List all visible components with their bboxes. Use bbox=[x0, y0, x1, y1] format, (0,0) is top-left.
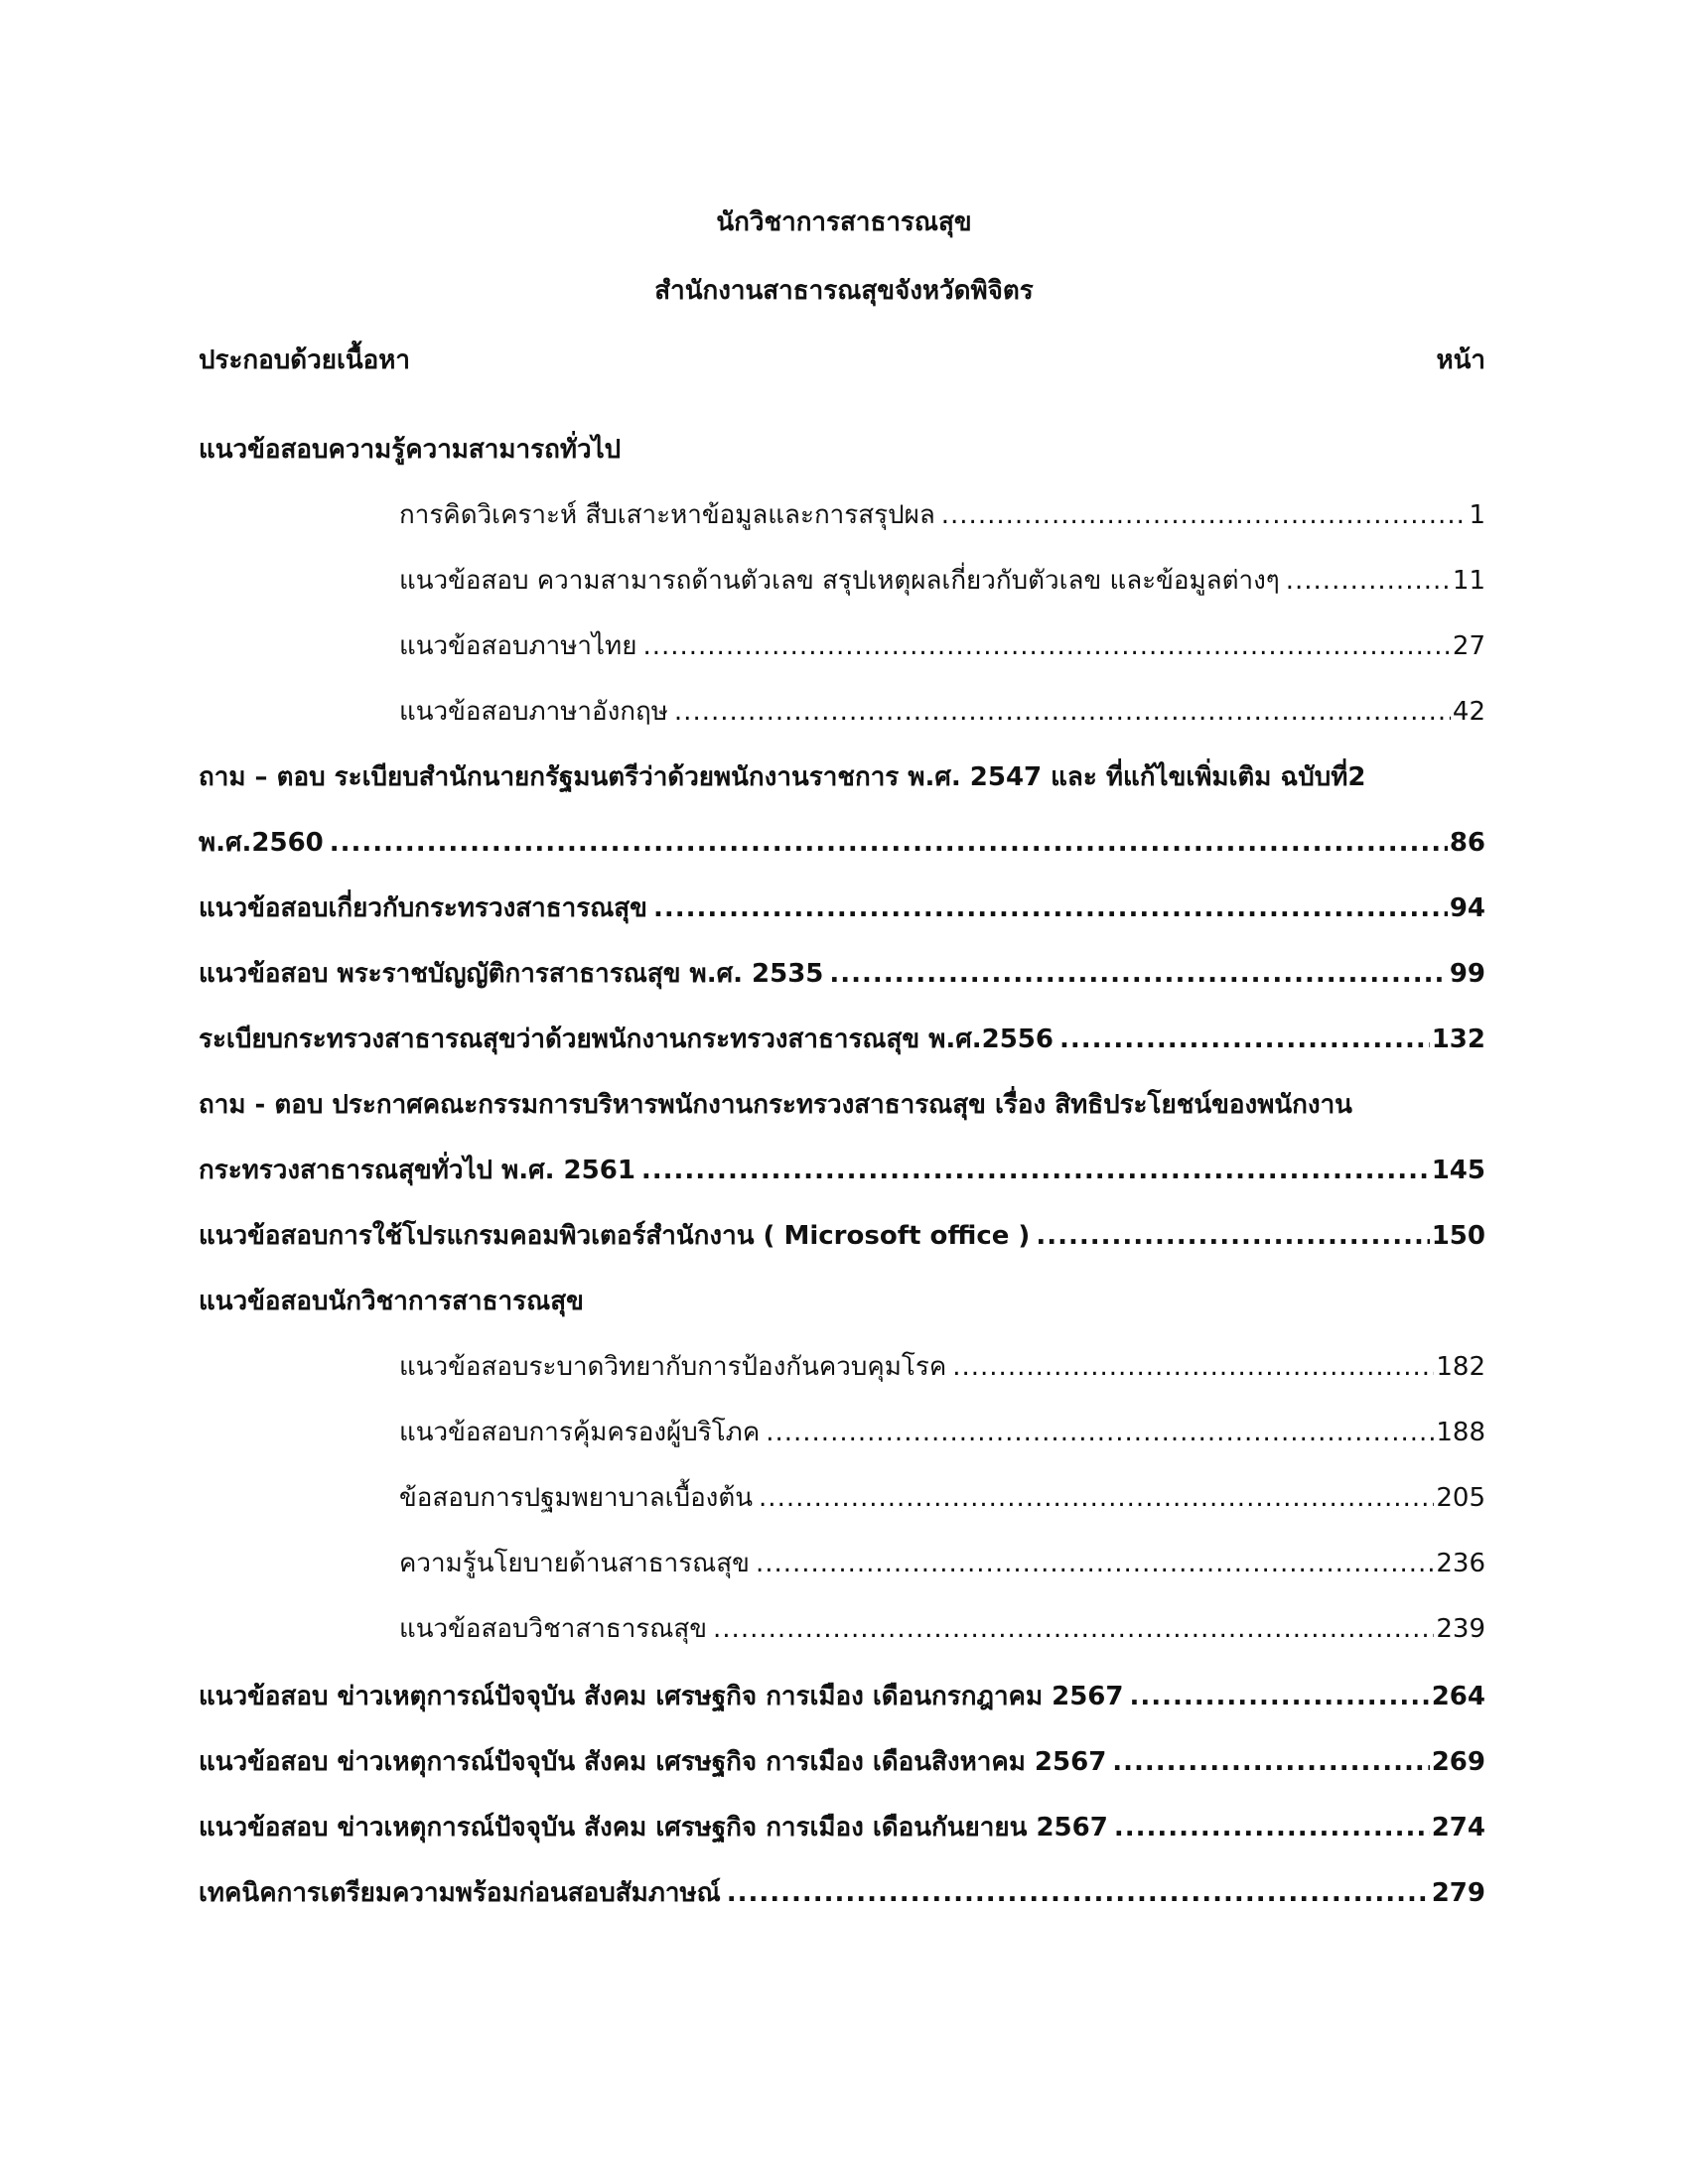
dot-leader bbox=[829, 957, 1447, 991]
toc-page-number: 182 bbox=[1436, 1352, 1485, 1382]
dot-leader bbox=[1112, 1745, 1429, 1779]
document-title: นักวิชาการสาธารณสุข bbox=[716, 207, 972, 237]
toc-page-number: 279 bbox=[1431, 1878, 1485, 1908]
dot-leader bbox=[1130, 1680, 1430, 1713]
toc-page-number: 132 bbox=[1431, 1024, 1485, 1054]
toc-entry-label: ระเบียบกระทรวงสาธารณสุขว่าด้วยพนักงานกระทรวงสาธารณสุข พ.ศ.2556 bbox=[199, 1024, 1054, 1054]
toc-entry bbox=[199, 1739, 1485, 1779]
toc-section-heading bbox=[199, 1082, 1485, 1122]
toc-section-heading bbox=[199, 1279, 1485, 1318]
toc-entry bbox=[199, 820, 1485, 860]
toc-page-number: 11 bbox=[1452, 566, 1485, 596]
toc-entry-label: ความรู้นโยบายด้านสาธารณสุข bbox=[399, 1549, 750, 1578]
toc-page-number: 274 bbox=[1431, 1813, 1485, 1843]
toc-entry-label: แนวข้อสอบ ความสามารถด้านตัวเลข สรุปเหตุผลเกี่ยวกับตัวเลข และข้อมูลต่างๆ bbox=[399, 566, 1280, 596]
dot-leader bbox=[653, 891, 1448, 925]
dot-leader bbox=[642, 629, 1450, 663]
toc-page-number: 94 bbox=[1449, 893, 1485, 923]
toc-entry bbox=[199, 1870, 1485, 1910]
toc-entry-label: แนวข้อสอบการใช้โปรแกรมคอมพิวเตอร์สำนักงาน ( Microsoft office ) bbox=[199, 1221, 1031, 1251]
toc-entry bbox=[399, 1344, 1485, 1384]
dot-leader bbox=[1286, 564, 1451, 598]
dot-leader bbox=[713, 1612, 1434, 1646]
toc-entry-label: แนวข้อสอบเกี่ยวกับกระทรวงสาธารณสุข bbox=[199, 893, 647, 923]
dot-leader bbox=[756, 1547, 1434, 1580]
toc-entry-label: แนวข้อสอบความรู้ความสามารถทั่วไป bbox=[199, 435, 622, 465]
toc-entry-label: การคิดวิเคราะห์ สืบเสาะหาข้อมูลและการสรุปผล bbox=[399, 500, 935, 530]
toc-entry-label: แนวข้อสอบระบาดวิทยากับการป้องกันควบคุมโรค bbox=[399, 1352, 947, 1382]
dot-leader bbox=[941, 498, 1468, 532]
toc-page-number: 269 bbox=[1431, 1747, 1485, 1777]
dot-leader bbox=[952, 1350, 1434, 1384]
toc-entry-label: แนวข้อสอบ ข่าวเหตุการณ์ปัจจุบัน สังคม เศรษฐกิจ การเมือง เดือนกันยายน 2567 bbox=[199, 1813, 1108, 1843]
toc-entry bbox=[399, 1541, 1485, 1580]
toc-entry bbox=[199, 1674, 1485, 1713]
toc-entry bbox=[399, 1410, 1485, 1449]
toc-section-heading bbox=[199, 754, 1485, 794]
dot-leader bbox=[641, 1154, 1430, 1187]
toc-entry bbox=[399, 1606, 1485, 1646]
toc-entry-label: ข้อสอบการปฐมพยาบาลเบื้องต้น bbox=[399, 1483, 754, 1513]
toc-entry-label: แนวข้อสอบ ข่าวเหตุการณ์ปัจจุบัน สังคม เศรษฐกิจ การเมือง เดือนกรกฎาคม 2567 bbox=[199, 1682, 1124, 1711]
toc-section-heading bbox=[199, 427, 1485, 467]
toc-entry-label: แนวข้อสอบการคุ้มครองผู้บริโภค bbox=[399, 1418, 761, 1447]
toc-entry-label: ถาม – ตอบ ระเบียบสำนักนายกรัฐมนตรีว่าด้วยพนักงานราชการ พ.ศ. 2547 และ ที่แก้ไขเพิ่มเติม ฉบับที่2 bbox=[199, 762, 1366, 792]
toc-entry bbox=[399, 623, 1485, 663]
dot-leader bbox=[766, 1416, 1434, 1449]
dot-leader bbox=[759, 1481, 1434, 1515]
toc-entry-label: แนวข้อสอบ พระราชบัญญัติการสาธารณสุข พ.ศ. 2535 bbox=[199, 959, 824, 989]
page-column-label: หน้า bbox=[1436, 344, 1485, 375]
toc-entry bbox=[199, 951, 1485, 991]
document-subtitle: สำนักงานสาธารณสุขจังหวัดพิจิตร bbox=[654, 276, 1034, 306]
toc-page-number: 42 bbox=[1452, 697, 1485, 727]
toc-entry bbox=[199, 1148, 1485, 1187]
toc-entry-label: แนวข้อสอบ ข่าวเหตุการณ์ปัจจุบัน สังคม เศรษฐกิจ การเมือง เดือนสิงหาคม 2567 bbox=[199, 1747, 1107, 1777]
toc-entry-label: แนวข้อสอบนักวิชาการสาธารณสุข bbox=[199, 1287, 584, 1316]
toc-page-number: 86 bbox=[1449, 828, 1485, 858]
dot-leader bbox=[330, 826, 1448, 860]
toc-entry-label: เทคนิคการเตรียมความพร้อมก่อนสอบสัมภาษณ์ bbox=[199, 1878, 721, 1908]
toc-entry bbox=[199, 886, 1485, 925]
dot-leader bbox=[1059, 1023, 1430, 1056]
contents-label: ประกอบด้วยเนื้อหา bbox=[199, 344, 411, 375]
toc-page-number: 236 bbox=[1436, 1549, 1485, 1578]
toc-page-number: 1 bbox=[1469, 500, 1485, 530]
toc-entry bbox=[399, 492, 1485, 532]
toc-entry-label: แนวข้อสอบวิชาสาธารณสุข bbox=[399, 1614, 708, 1644]
toc-page-number: 239 bbox=[1436, 1614, 1485, 1644]
toc-entry-label: แนวข้อสอบภาษาอังกฤษ bbox=[399, 697, 668, 727]
toc-page-number: 264 bbox=[1431, 1682, 1485, 1711]
toc-entry bbox=[399, 558, 1485, 598]
toc-entry bbox=[199, 1213, 1485, 1253]
dot-leader bbox=[674, 695, 1451, 729]
toc-page-number: 205 bbox=[1436, 1483, 1485, 1513]
dot-leader bbox=[727, 1876, 1430, 1910]
toc-entry-label: พ.ศ.2560 bbox=[199, 828, 324, 858]
toc-entry bbox=[199, 1805, 1485, 1844]
toc-page-number: 145 bbox=[1431, 1156, 1485, 1185]
toc-entry-label: แนวข้อสอบภาษาไทย bbox=[399, 631, 637, 661]
toc-page-number: 99 bbox=[1449, 959, 1485, 989]
toc-page-number: 27 bbox=[1452, 631, 1485, 661]
toc-page-number: 188 bbox=[1436, 1418, 1485, 1447]
toc-entry-label: ถาม - ตอบ ประกาศคณะกรรมการบริหารพนักงานกระทรวงสาธารณสุข เรื่อง สิทธิประโยชน์ของพนักงาน bbox=[199, 1090, 1352, 1120]
toc-entry bbox=[399, 1475, 1485, 1515]
toc-entry bbox=[199, 1017, 1485, 1056]
toc-page-number: 150 bbox=[1431, 1221, 1485, 1251]
toc-entry bbox=[399, 689, 1485, 729]
dot-leader bbox=[1114, 1811, 1430, 1844]
toc-entry-label: กระทรวงสาธารณสุขทั่วไป พ.ศ. 2561 bbox=[199, 1156, 635, 1185]
dot-leader bbox=[1036, 1219, 1429, 1253]
